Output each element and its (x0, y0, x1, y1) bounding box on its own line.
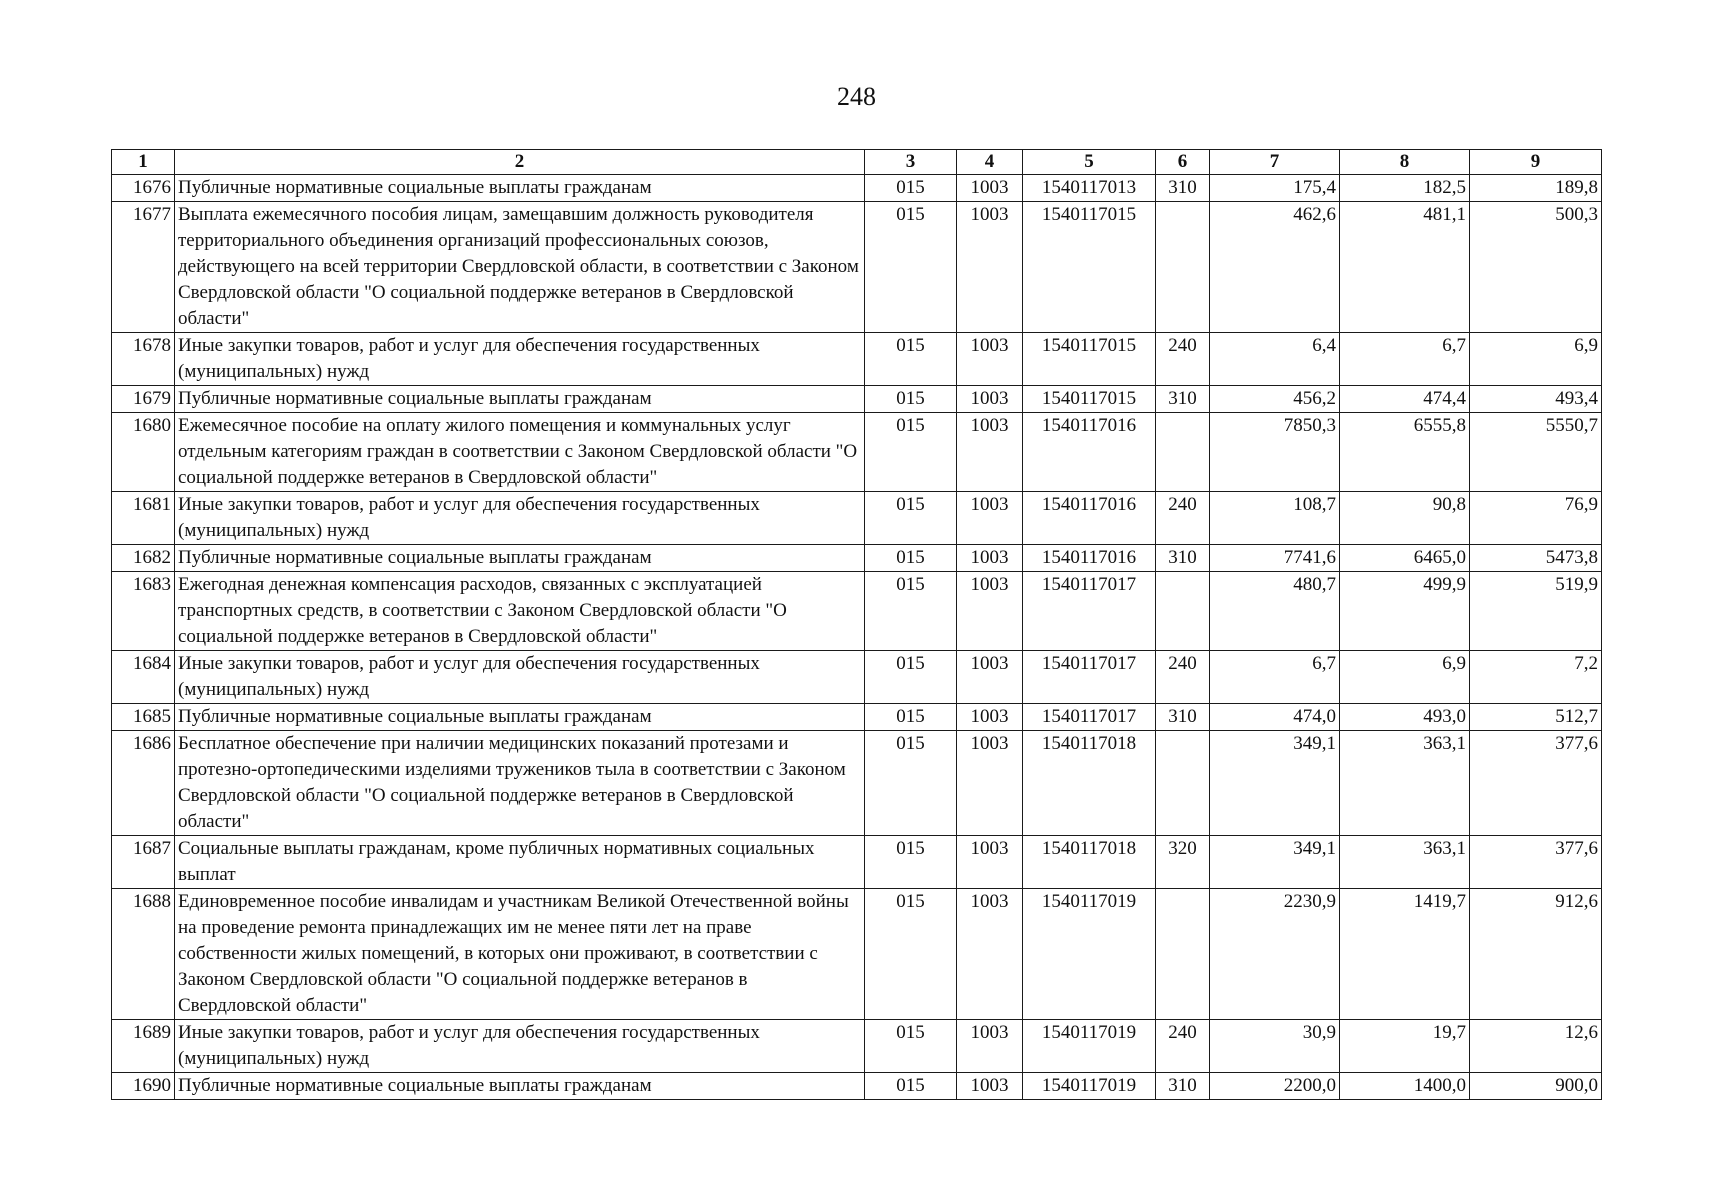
section-code-cell: 1003 (957, 545, 1023, 572)
row-number-cell: 1688 (112, 889, 175, 1020)
amount-cell-year-2: 1400,0 (1340, 1073, 1470, 1100)
amount-cell-year-1: 30,9 (1210, 1020, 1340, 1073)
description-cell: Единовременное пособие инвалидам и участникам Великой Отечественной войны на проведение ремонта принадлежащих им не менее пяти лет на праве собственности жилых помещений, в которых они проживают, в соответствии с Законом Свердловской области "О социальной поддержке ветеранов в Свердловской области" (175, 889, 865, 1020)
amount-cell-year-2: 493,0 (1340, 704, 1470, 731)
description-cell: Публичные нормативные социальные выплаты гражданам (175, 545, 865, 572)
amount-cell-year-2: 90,8 (1340, 492, 1470, 545)
amount-cell-year-2: 182,5 (1340, 175, 1470, 202)
target-item-code-cell: 1540117017 (1023, 572, 1156, 651)
column-header: 9 (1470, 150, 1602, 175)
amount-cell-year-3: 377,6 (1470, 836, 1602, 889)
row-number-cell: 1677 (112, 202, 175, 333)
table-row (112, 175, 1602, 202)
table-row (112, 572, 1602, 651)
column-header: 2 (175, 150, 865, 175)
ministry-code-cell: 015 (865, 386, 957, 413)
amount-cell-year-1: 108,7 (1210, 492, 1340, 545)
description-cell: Выплата ежемесячного пособия лицам, замещавшим должность руководителя территориального объединения организаций профессиональных союзов, действующего на всей территории Свердловской области, в соответствии с Законом Свердловской области "О социальной поддержке ветеранов в Свердловской области" (175, 202, 865, 333)
table-row (112, 731, 1602, 836)
amount-cell-year-1: 349,1 (1210, 836, 1340, 889)
ministry-code-cell: 015 (865, 572, 957, 651)
ministry-code-cell: 015 (865, 545, 957, 572)
ministry-code-cell: 015 (865, 202, 957, 333)
amount-cell-year-3: 5473,8 (1470, 545, 1602, 572)
amount-cell-year-1: 2230,9 (1210, 889, 1340, 1020)
row-number-cell: 1682 (112, 545, 175, 572)
ministry-code-cell: 015 (865, 836, 957, 889)
description-cell: Иные закупки товаров, работ и услуг для обеспечения государственных (муниципальных) нужд (175, 492, 865, 545)
section-code-cell: 1003 (957, 1073, 1023, 1100)
amount-cell-year-2: 363,1 (1340, 836, 1470, 889)
table-body (112, 175, 1602, 1100)
section-code-cell: 1003 (957, 1020, 1023, 1073)
table-row (112, 1073, 1602, 1100)
ministry-code-cell: 015 (865, 333, 957, 386)
row-number-cell: 1687 (112, 836, 175, 889)
amount-cell-year-2: 6465,0 (1340, 545, 1470, 572)
ministry-code-cell: 015 (865, 175, 957, 202)
amount-cell-year-3: 12,6 (1470, 1020, 1602, 1073)
expense-type-code-cell (1156, 413, 1210, 492)
row-number-cell: 1685 (112, 704, 175, 731)
column-header: 5 (1023, 150, 1156, 175)
section-code-cell: 1003 (957, 704, 1023, 731)
target-item-code-cell: 1540117016 (1023, 545, 1156, 572)
amount-cell-year-2: 6,9 (1340, 651, 1470, 704)
table-row (112, 386, 1602, 413)
amount-cell-year-1: 2200,0 (1210, 1073, 1340, 1100)
amount-cell-year-2: 1419,7 (1340, 889, 1470, 1020)
description-cell: Публичные нормативные социальные выплаты гражданам (175, 1073, 865, 1100)
expense-type-code-cell: 240 (1156, 651, 1210, 704)
target-item-code-cell: 1540117019 (1023, 889, 1156, 1020)
expense-type-code-cell (1156, 572, 1210, 651)
amount-cell-year-1: 175,4 (1210, 175, 1340, 202)
ministry-code-cell: 015 (865, 704, 957, 731)
row-number-cell: 1686 (112, 731, 175, 836)
amount-cell-year-3: 6,9 (1470, 333, 1602, 386)
ministry-code-cell: 015 (865, 731, 957, 836)
target-item-code-cell: 1540117013 (1023, 175, 1156, 202)
table-row (112, 545, 1602, 572)
column-header: 1 (112, 150, 175, 175)
column-header: 3 (865, 150, 957, 175)
amount-cell-year-3: 189,8 (1470, 175, 1602, 202)
amount-cell-year-2: 6555,8 (1340, 413, 1470, 492)
target-item-code-cell: 1540117019 (1023, 1020, 1156, 1073)
section-code-cell: 1003 (957, 731, 1023, 836)
row-number-cell: 1690 (112, 1073, 175, 1100)
expense-type-code-cell (1156, 731, 1210, 836)
row-number-cell: 1683 (112, 572, 175, 651)
column-header: 4 (957, 150, 1023, 175)
budget-table (111, 149, 1602, 1100)
table-row (112, 836, 1602, 889)
amount-cell-year-3: 76,9 (1470, 492, 1602, 545)
row-number-cell: 1679 (112, 386, 175, 413)
amount-cell-year-2: 6,7 (1340, 333, 1470, 386)
ministry-code-cell: 015 (865, 1073, 957, 1100)
row-number-cell: 1681 (112, 492, 175, 545)
amount-cell-year-2: 474,4 (1340, 386, 1470, 413)
ministry-code-cell: 015 (865, 413, 957, 492)
target-item-code-cell: 1540117018 (1023, 836, 1156, 889)
amount-cell-year-1: 462,6 (1210, 202, 1340, 333)
expense-type-code-cell: 320 (1156, 836, 1210, 889)
row-number-cell: 1689 (112, 1020, 175, 1073)
amount-cell-year-1: 7741,6 (1210, 545, 1340, 572)
expense-type-code-cell: 310 (1156, 1073, 1210, 1100)
amount-cell-year-3: 912,6 (1470, 889, 1602, 1020)
expense-type-code-cell: 240 (1156, 492, 1210, 545)
ministry-code-cell: 015 (865, 492, 957, 545)
amount-cell-year-3: 377,6 (1470, 731, 1602, 836)
amount-cell-year-2: 19,7 (1340, 1020, 1470, 1073)
target-item-code-cell: 1540117016 (1023, 413, 1156, 492)
section-code-cell: 1003 (957, 492, 1023, 545)
amount-cell-year-1: 456,2 (1210, 386, 1340, 413)
expense-type-code-cell: 310 (1156, 175, 1210, 202)
expense-type-code-cell: 240 (1156, 1020, 1210, 1073)
amount-cell-year-2: 481,1 (1340, 202, 1470, 333)
ministry-code-cell: 015 (865, 1020, 957, 1073)
section-code-cell: 1003 (957, 386, 1023, 413)
expense-type-code-cell: 240 (1156, 333, 1210, 386)
table-row (112, 889, 1602, 1020)
target-item-code-cell: 1540117015 (1023, 202, 1156, 333)
amount-cell-year-3: 512,7 (1470, 704, 1602, 731)
section-code-cell: 1003 (957, 836, 1023, 889)
description-cell: Социальные выплаты гражданам, кроме публичных нормативных социальных выплат (175, 836, 865, 889)
section-code-cell: 1003 (957, 202, 1023, 333)
section-code-cell: 1003 (957, 175, 1023, 202)
amount-cell-year-3: 5550,7 (1470, 413, 1602, 492)
amount-cell-year-1: 6,4 (1210, 333, 1340, 386)
row-number-cell: 1684 (112, 651, 175, 704)
expense-type-code-cell (1156, 889, 1210, 1020)
ministry-code-cell: 015 (865, 651, 957, 704)
target-item-code-cell: 1540117018 (1023, 731, 1156, 836)
description-cell: Публичные нормативные социальные выплаты гражданам (175, 386, 865, 413)
description-cell: Иные закупки товаров, работ и услуг для обеспечения государственных (муниципальных) нужд (175, 651, 865, 704)
expense-type-code-cell: 310 (1156, 704, 1210, 731)
table-row (112, 492, 1602, 545)
amount-cell-year-1: 6,7 (1210, 651, 1340, 704)
description-cell: Публичные нормативные социальные выплаты гражданам (175, 175, 865, 202)
ministry-code-cell: 015 (865, 889, 957, 1020)
section-code-cell: 1003 (957, 333, 1023, 386)
row-number-cell: 1676 (112, 175, 175, 202)
target-item-code-cell: 1540117015 (1023, 386, 1156, 413)
table-row (112, 704, 1602, 731)
target-item-code-cell: 1540117015 (1023, 333, 1156, 386)
column-header: 8 (1340, 150, 1470, 175)
row-number-cell: 1678 (112, 333, 175, 386)
amount-cell-year-1: 474,0 (1210, 704, 1340, 731)
target-item-code-cell: 1540117016 (1023, 492, 1156, 545)
amount-cell-year-2: 363,1 (1340, 731, 1470, 836)
amount-cell-year-1: 7850,3 (1210, 413, 1340, 492)
description-cell: Бесплатное обеспечение при наличии медицинских показаний протезами и протезно-ортопедическими изделиями тружеников тыла в соответствии с Законом Свердловской области "О социальной поддержке ветеранов в Свердловской области" (175, 731, 865, 836)
description-cell: Публичные нормативные социальные выплаты гражданам (175, 704, 865, 731)
description-cell: Иные закупки товаров, работ и услуг для обеспечения государственных (муниципальных) нужд (175, 1020, 865, 1073)
description-cell: Ежегодная денежная компенсация расходов, связанных с эксплуатацией транспортных средств, в соответствии с Законом Свердловской области "О социальной поддержке ветеранов в Свердловской области" (175, 572, 865, 651)
table-row (112, 333, 1602, 386)
page-number: 248 (837, 82, 876, 111)
expense-type-code-cell: 310 (1156, 386, 1210, 413)
description-cell: Иные закупки товаров, работ и услуг для обеспечения государственных (муниципальных) нужд (175, 333, 865, 386)
table-header-row (112, 150, 1602, 175)
expense-type-code-cell: 310 (1156, 545, 1210, 572)
description-cell: Ежемесячное пособие на оплату жилого помещения и коммунальных услуг отдельным категориям граждан в соответствии с Законом Свердловской области "О социальной поддержке ветеранов в Свердловской области" (175, 413, 865, 492)
section-code-cell: 1003 (957, 889, 1023, 1020)
amount-cell-year-3: 7,2 (1470, 651, 1602, 704)
target-item-code-cell: 1540117017 (1023, 704, 1156, 731)
section-code-cell: 1003 (957, 572, 1023, 651)
target-item-code-cell: 1540117019 (1023, 1073, 1156, 1100)
column-header: 6 (1156, 150, 1210, 175)
expense-type-code-cell (1156, 202, 1210, 333)
amount-cell-year-3: 500,3 (1470, 202, 1602, 333)
section-code-cell: 1003 (957, 651, 1023, 704)
amount-cell-year-3: 900,0 (1470, 1073, 1602, 1100)
table-row (112, 651, 1602, 704)
amount-cell-year-1: 480,7 (1210, 572, 1340, 651)
amount-cell-year-1: 349,1 (1210, 731, 1340, 836)
table-row (112, 1020, 1602, 1073)
target-item-code-cell: 1540117017 (1023, 651, 1156, 704)
amount-cell-year-3: 493,4 (1470, 386, 1602, 413)
amount-cell-year-2: 499,9 (1340, 572, 1470, 651)
amount-cell-year-3: 519,9 (1470, 572, 1602, 651)
column-header: 7 (1210, 150, 1340, 175)
table-row (112, 413, 1602, 492)
table-row (112, 202, 1602, 333)
section-code-cell: 1003 (957, 413, 1023, 492)
row-number-cell: 1680 (112, 413, 175, 492)
